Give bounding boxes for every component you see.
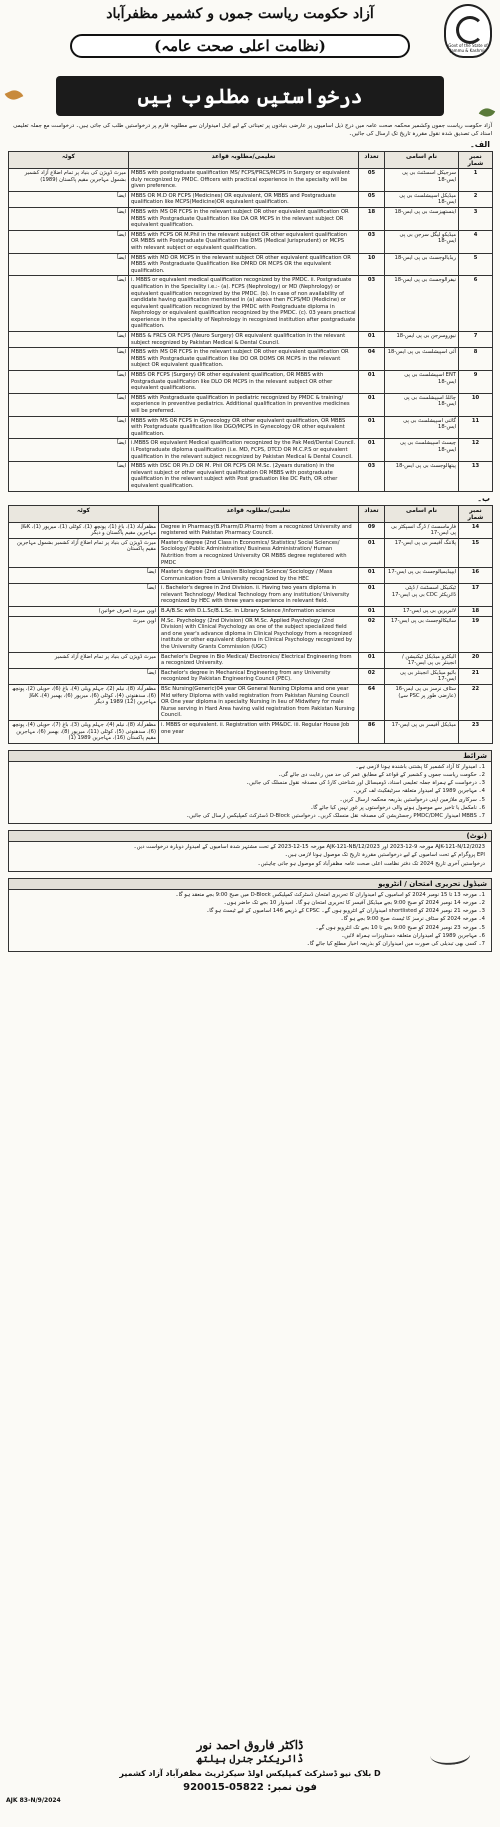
qualification-cell: M.Sc. Psychology (2nd Division) OR M.Sc. Applied Psychology (2nd Division) with Clinical Psychology as one of the subject specialized field and one year's advance diploma in Clinical Psychology from a recognized institute or other equivalent diploma in Clinical Psychology recognized by the University Grants Commission (UGC) <box>159 616 359 652</box>
list-item: درخواستیں آخری تاریخ 2024 تک دفتر نظامت اعلی صحت عامہ مظفرآباد کو موصول ہو جانی چاہئیں۔ <box>257 860 485 867</box>
header-title: آزاد حکومت ریاست جموں و کشمیر مظفرآباد <box>106 6 374 22</box>
quota-cell: ایضاً <box>9 207 129 230</box>
table-header-row <box>9 152 493 169</box>
section-a-table <box>8 151 493 492</box>
post-cell: گائنی اسپیشلسٹ بی پی ایس-18 <box>385 416 459 439</box>
quota-cell: میرٹ ڈویژن کی بنیاد پر تمام اضلاع آزاد کشمیر بشمول مہاجرین مقیم پاکستان (1989) <box>9 169 129 192</box>
signatory-designation: ڈائریکٹر جنرل ہیلتھ <box>196 1754 304 1765</box>
table-row <box>9 393 493 416</box>
table-row <box>9 462 493 491</box>
post-cell: میڈیکل اسپیشلسٹ بی پی ایس-18 <box>385 191 459 207</box>
qty-cell: 01 <box>359 439 385 462</box>
qty-cell: 01 <box>359 568 385 584</box>
col-header-qualification: تعلیمی/مطلوبہ قواعد <box>129 152 359 169</box>
quota-cell: مظفرآباد (8)، نیلم (2)، جہلم ویلی (4)، باغ (6)، حویلی (2)، پونچھ (6)، سدھنوتی (4)، کوٹلی (6)، میرپور (6)، بھمبر (4)، J&K مہاجرین (12) 1989 و دیگر <box>9 685 159 721</box>
post-cell: ریڈیالوجسٹ بی پی ایس-18 <box>385 253 459 276</box>
post-cell: چائلڈ اسپیشلسٹ بی پی ایس-18 <box>385 393 459 416</box>
list-item: AJK-121-N/12/2023 مورخہ 9-12-2023 اور AJK-121-NB/12/2023 مورخہ 15-12-2023 کے تحت مشتہر شدہ اسامیوں کے امیدوار دوبارہ درخواست دیں۔ <box>133 844 485 851</box>
quota-cell: میرٹ ڈویژن کی بنیاد پر تمام اضلاع آزاد کشمیر بشمول مہاجرین مقیم پاکستان <box>9 538 159 567</box>
header <box>0 0 500 70</box>
qualification-cell: i.MBBS OR equivalent Medical qualification recognized by the Pak Med/Dental Council. ii.Postgraduate diploma qualification (i.e. MD, FCPS, DTCD OR M.C.P.S or equivalent qualification in the relevant subject recognized by Pakistan Medical & Dental Council. <box>129 439 359 462</box>
office-phone: فون نمبر: 05822-920015 <box>183 1782 317 1793</box>
quota-cell: اوپن میرٹ <box>9 616 159 652</box>
serial-cell: 7 <box>459 332 493 348</box>
qualification-cell: MBBS with Postgraduate qualification in pediatric recognized by PMDC & training/ experience in preventive pediatrics. Additional qualification in preventive medicines will be preferred. <box>129 393 359 416</box>
qualification-cell: MBBS OR FCPS (Surgery) OR other equivalent qualification, OR MBBS with Postgraduate qualification like DLO OR MCPS in the relevant subject OR other equivalent qualifications. <box>129 371 359 394</box>
qualification-cell: i. Bachelor's degree in 2nd Division. ii. Having two years diploma in relevant Technology/ Medical Technology from any institution/ University recognized by HEC with three years experience in relevant field. <box>159 584 359 607</box>
list-item: 6۔ نامکمل یا تاخیر سے موصول ہونے والی درخواستوں پر غور نہیں کیا جائے گا۔ <box>310 804 485 811</box>
post-cell: بائیو میڈیکل انجینئر بی پی ایس-17 <box>385 668 459 684</box>
col-header-serial: نمبر شمار <box>459 152 493 169</box>
qty-cell: 09 <box>359 522 385 538</box>
section-a-title: الف۔ <box>470 140 490 149</box>
quota-cell: ایضاً <box>9 439 129 462</box>
serial-cell: 17 <box>459 584 493 607</box>
qty-cell: 03 <box>359 462 385 491</box>
schedule-heading: شیڈول تحریری امتحان / انٹرویو <box>8 878 492 890</box>
headline-text: درخواستیں مطلوب ہیں <box>137 84 363 108</box>
table-row <box>9 371 493 394</box>
quota-cell: مظفرآباد (1)، باغ (1)، پونچھ (1)، کوٹلی (1)، میرپور (1)، J&K مہاجرین مقیم پاکستان و دیگر <box>9 522 159 538</box>
quota-cell: میرٹ ڈویژن کی بنیاد پر تمام اضلاع آزاد کشمیر <box>9 652 159 668</box>
post-cell: سٹاف نرسز بی پی ایس-16 (عارضی طور پر PSC سے) <box>385 685 459 721</box>
qualification-cell: MBBS with postgraduate qualification MS/ FCPS/FRCS/MCPS in Surgery or equivalent duly recognized by PMDC. Officers with practical experience in the specialty will be given preference. <box>129 169 359 192</box>
list-item: 4۔ مورخہ 2024 کو سٹاف نرسز کا ٹیسٹ صبح 9:00 بجے ہو گا۔ <box>340 916 485 923</box>
govt-seal-logo <box>444 4 492 58</box>
post-cell: سرجیکل اسسٹنٹ بی پی ایس-18 <box>385 169 459 192</box>
serial-cell: 3 <box>459 207 493 230</box>
serial-cell: 11 <box>459 416 493 439</box>
list-item: 2۔ مورخہ 14 نومبر 2024 کو صبح 9:00 بجے میڈیکل آفیسر کا تحریری امتحان ہو گا۔ امیدوار 10 بجے تک حاضر ہوں۔ <box>223 899 485 906</box>
serial-cell: 2 <box>459 191 493 207</box>
qualification-cell: BSc Nursing(Generic)04 year OR General Nursing Diploma and one year Mid wifery Diploma with valid registration from Pakistan Nursing Council OR One year diploma in specialty Nursing in lieu of Midwifery for male Nurse serving in Hard Area having valid registration from Pakistan Nursing Council. <box>159 685 359 721</box>
table-header-row <box>9 505 493 522</box>
table-row <box>9 584 493 607</box>
list-item: 4۔ مہاجرین 1989 کے امیدوار متعلقہ سرٹیفکیٹ لف کریں۔ <box>352 788 485 795</box>
qty-cell: 86 <box>359 720 385 743</box>
quota-cell: ایضاً <box>9 348 129 371</box>
list-item: 3۔ درخواست کے ہمراہ جملہ تعلیمی اسناد، ڈومیسائل اور شناختی کارڈ کی مصدقہ نقول منسلک کی جائیں۔ <box>246 780 485 787</box>
post-cell: سائیکالوجسٹ بی پی ایس-17 <box>385 616 459 652</box>
serial-cell: 20 <box>459 652 493 668</box>
table-row <box>9 616 493 652</box>
serial-cell: 8 <box>459 348 493 371</box>
qty-cell: 01 <box>359 332 385 348</box>
table-row <box>9 230 493 253</box>
headline-banner <box>56 76 444 116</box>
qualification-cell: MBBS with MS OR FCPS in Gynecology OR other equivalent qualification, OR MBBS with Postgraduate qualification like DGO/MCPS in Gynecology OR other equivalent qualification. <box>129 416 359 439</box>
quota-cell: ایضاً <box>9 668 159 684</box>
post-cell: چیسٹ اسپیشلسٹ بی پی ایس-18 <box>385 439 459 462</box>
col-header-qty: تعداد <box>359 152 385 169</box>
post-cell: پلاننگ آفیسر بی پی ایس-17 <box>385 538 459 567</box>
qualification-cell: MBBS OR M.D OR FCPS (Medicines) OR equivalent, OR MBBS and Postgraduate qualification like MCPS(Medicine)OR equivalent qualification. <box>129 191 359 207</box>
logo-text: Govt of the State of Jammu & Kashmir <box>448 43 488 53</box>
qty-cell: 02 <box>359 616 385 652</box>
list-item: 5۔ مورخہ 23 نومبر 2024 کو صبح 9:00 بجے تا 10 بجے تک انٹرویو ہوں گے۔ <box>315 924 485 931</box>
qualification-cell: i. MBBS or equivalent medical qualification recognized by the PMDC. ii. Postgraduate qualification in the Speciality i.e.:- (a). FCPS (Nephrology) or MD (Nephrology) or equivalent qualification recognized by the PMDC. (b). In case of non availability of candidate having qualification mentioned in (a) above then FCPS/MD (Medicine) or equivalent qualification recognized by the PMDC with Postgraduate diploma in Nephrology or equivalent qualification recognized by the PMDC. (c). 03 years practical experience in the speciality of Nephrology in recognized institution after postgraduate qualification. <box>129 276 359 332</box>
table-row <box>9 439 493 462</box>
list-item: 2۔ حکومت ریاست جموں و کشمیر کے قواعد کے مطابق عمر کی حد میں رعایت دی جائے گی۔ <box>278 771 485 778</box>
list-item: 5۔ سرکاری ملازمین اپنی درخواستیں بذریعہ محکمہ ارسال کریں۔ <box>339 796 485 803</box>
section-b-title: ب۔ <box>477 493 490 503</box>
quota-cell: مظفرآباد (8)، نیلم (4)، جہلم ویلی (3)، باغ (7)، حویلی (4)، پونچھ (6)، سدھنوتی (5)، کوٹلی (11)، میرپور (8)، بھمبر (6)، مہاجرین مقیم پاکستان (16)، مہاجرین 1989 (1) <box>9 720 159 743</box>
serial-cell: 19 <box>459 616 493 652</box>
qty-cell: 01 <box>359 416 385 439</box>
col-header-post: نام اسامی <box>385 152 459 169</box>
table-row <box>9 522 493 538</box>
serial-cell: 14 <box>459 522 493 538</box>
qty-cell: 01 <box>359 538 385 567</box>
signatory-name: ڈاکٹر فاروق احمد نور <box>196 1738 304 1752</box>
list-item: 6۔ مہاجرین 1989 کے امیدواران متعلقہ دستاویزات ہمراہ لائیں۔ <box>341 932 485 939</box>
qty-cell: 01 <box>359 371 385 394</box>
serial-cell: 16 <box>459 568 493 584</box>
quota-cell: ایضاً <box>9 568 159 584</box>
quota-cell: ایضاً <box>9 371 129 394</box>
table-row <box>9 685 493 721</box>
post-cell: ENT اسپیشلسٹ بی پی ایس-18 <box>385 371 459 394</box>
qty-cell: 04 <box>359 348 385 371</box>
post-cell: نیوروسرجن بی پی ایس-18 <box>385 332 459 348</box>
serial-cell: 1 <box>459 169 493 192</box>
post-cell: ٹیکنیکل اسسٹنٹ / ڈپٹی ڈائریکٹر CDC بی پی ایس-17 <box>385 584 459 607</box>
list-item: 7۔ MBBS امیدوار PMDC/DMC رجسٹریشن کی مصدقہ نقل منسلک کریں۔ درخواستیں D-Block ڈسٹرکٹ کمپلیکس ارسال کی جائیں۔ <box>186 812 485 819</box>
table-row <box>9 169 493 192</box>
table-row <box>9 538 493 567</box>
office-address: D بلاک نیو ڈسٹرکٹ کمپلیکس اولڈ سیکرٹریٹ مظفرآباد آزاد کشمیر <box>119 1769 381 1778</box>
qty-cell: 05 <box>359 191 385 207</box>
qualification-cell: MBBS with MD OR MCPS in the relevant subject OR other equivalent qualification OR MBBS with Postgraduate Qualification like DMRD OR MCPS OR the equivalent qualification. <box>129 253 359 276</box>
serial-cell: 18 <box>459 607 493 617</box>
post-cell: اینستھیزسٹ بی پی ایس-18 <box>385 207 459 230</box>
quota-cell: ایضاً <box>9 332 129 348</box>
serial-cell: 21 <box>459 668 493 684</box>
quota-cell: ایضاً <box>9 253 129 276</box>
serial-cell: 22 <box>459 685 493 721</box>
qty-cell: 01 <box>359 652 385 668</box>
qty-cell: 03 <box>359 230 385 253</box>
serial-cell: 5 <box>459 253 493 276</box>
qualification-cell: MBBS with MS OR FCPS in the relevant subject OR other equivalent qualification OR MBBS with Postgraduate qualification like DO OR DOMS OR MCPS in the relevant subject OR equivalent qualification. <box>129 348 359 371</box>
qualification-cell: i. MBBS or equivalent. ii. Registration with PM&DC. iii. Regular House Job one year <box>159 720 359 743</box>
decorative-leaf-icon <box>5 87 24 103</box>
reference-number: AJK 83-N/9/2024 <box>6 1797 61 1804</box>
post-cell: ایپیڈیمیالوجسٹ بی پی ایس-17 <box>385 568 459 584</box>
qty-cell: 64 <box>359 685 385 721</box>
decorative-leaf-icon <box>479 105 495 119</box>
qualification-cell: Bachelor's degree in Mechanical Engineering from any University recognized by Pakistan Engineering Council (PEC). <box>159 668 359 684</box>
table-row <box>9 276 493 332</box>
post-cell: پیتھالوجسٹ بی پی ایس-18 <box>385 462 459 491</box>
serial-cell: 4 <box>459 230 493 253</box>
quota-cell: ایضاً <box>9 393 129 416</box>
section-b-table <box>8 505 493 744</box>
quota-cell: ایضاً <box>9 191 129 207</box>
table-row <box>9 568 493 584</box>
qualification-cell: MBBS with MS OR FCPS in the relevant subject OR other equivalent qualification OR MBBS with Postgraduate Qualification like DA OR MCPS in the relevant subject OR equivalent qualification. <box>129 207 359 230</box>
qty-cell: 05 <box>359 169 385 192</box>
post-cell: میڈیکل آفیسر بی پی ایس-17 <box>385 720 459 743</box>
list-item: EPI پروگرام کے تحت اسامیوں کے لیے درخواستیں مقررہ تاریخ تک موصول ہونا لازمی ہیں۔ <box>284 852 485 859</box>
post-cell: فارماسسٹ / ڈرگ انسپکٹر بی پی ایس-17 <box>385 522 459 538</box>
table-row <box>9 652 493 668</box>
table-row <box>9 668 493 684</box>
serial-cell: 12 <box>459 439 493 462</box>
header-subtitle: (نظامت اعلی صحت عامہ) <box>70 34 410 58</box>
table-row <box>9 332 493 348</box>
table-row <box>9 720 493 743</box>
post-cell: آئی اسپیشلسٹ بی پی ایس-18 <box>385 348 459 371</box>
conditions-heading: شرائط <box>8 750 492 762</box>
quota-cell: ایضاً <box>9 462 129 491</box>
table-row <box>9 607 493 617</box>
col-header-qualification: تعلیمی/مطلوبہ قواعد <box>159 505 359 522</box>
qty-cell: 01 <box>359 584 385 607</box>
table-row <box>9 348 493 371</box>
col-header-quota: کوٹہ <box>9 505 159 522</box>
qty-cell: 10 <box>359 253 385 276</box>
col-header-qty: تعداد <box>359 505 385 522</box>
serial-cell: 13 <box>459 462 493 491</box>
qty-cell: 02 <box>359 668 385 684</box>
schedule-list <box>8 890 492 952</box>
qualification-cell: MBBS with DSC OR Ph.D OR M. Phil OR FCPS OR M.Sc. (2years duration) in the relevant subject or other equivalent qualification OR MBBS with postgraduate qualification in the relevant subject with Post graduation like DC Path, OR other equivalent qualification. <box>129 462 359 491</box>
col-header-serial: نمبر شمار <box>459 505 493 522</box>
col-header-post: نام اسامی <box>385 505 459 522</box>
quota-cell: ایضاً <box>9 584 159 607</box>
serial-cell: 6 <box>459 276 493 332</box>
list-item: 3۔ مورخہ 21 نومبر 2024 کو shortlisted امیدواران کے انٹرویو ہوں گے۔ CPSC کے ذریعے 146 اسامیوں کے لیے ٹیسٹ ہو گا۔ <box>206 908 485 915</box>
post-cell: میڈیکو لیگل سرجن بی پی ایس-18 <box>385 230 459 253</box>
list-item: 7۔ کسی بھی تبدیلی کی صورت میں امیدواران کو بذریعہ اخبار مطلع کیا جائے گا۔ <box>306 941 485 947</box>
list-item: 1۔ مورخہ 13 تا 15 نومبر 2024 کو اسامیوں کے امیدواران کا تحریری امتحان ڈسٹرکٹ کمپلیکس D-Block میں صبح 9:00 بجے منعقد ہو گا۔ <box>175 891 485 898</box>
qualification-cell: Master's degree (2nd Class in Economics/ Statistics/ Social Sciences/ Sociology/ Public Administration/ Business Administration/ Human Nutrition from a recognized University OR MBBS degree registered with PMDC <box>159 538 359 567</box>
serial-cell: 23 <box>459 720 493 743</box>
quota-cell: ایضاً <box>9 230 129 253</box>
notes-list <box>8 842 492 872</box>
qty-cell: 01 <box>359 607 385 617</box>
post-cell: نیفرالوجسٹ بی پی ایس-18 <box>385 276 459 332</box>
qualification-cell: Degree in Pharmacy(B.Pharm/D.Pharm) from a recognized University and registered with Pakistan Pharmacy Council. <box>159 522 359 538</box>
qualification-cell: B.A/B.Sc with D.L.Sc/B.L.Sc. in Library Science /information science <box>159 607 359 617</box>
qty-cell: 18 <box>359 207 385 230</box>
table-row <box>9 253 493 276</box>
intro-paragraph: آزاد حکومت ریاست جموں وکشمیر محکمہ صحت عامہ میں درج ذیل اسامیوں پر عارضی بنیادوں پر تعیناتی کے لیے اہل امیدواران سے مطلوبہ فارم پر درخواستیں طلب کی جاتی ہیں۔ درخواست مع جملہ تعلیمی اسناد کی تصدیق شدہ نقول مقررہ تاریخ تک ارسال کی جائیں۔ <box>13 123 492 137</box>
quota-cell: ایضاً <box>9 416 129 439</box>
qualification-cell: Bachelor's Degree in Bio Medical/ Electronics/ Electrical Engineering from a recognized University. <box>159 652 359 668</box>
qty-cell: 03 <box>359 276 385 332</box>
qualification-cell: MBBS & FRCS OR FCPS (Neuro Surgery) OR equivalent qualification in the relevant subject recognized by Pakistan Medical & Dental Council. <box>129 332 359 348</box>
serial-cell: 9 <box>459 371 493 394</box>
table-row <box>9 207 493 230</box>
table-row <box>9 191 493 207</box>
list-item: 1۔ امیدوار کا آزاد کشمیر کا پشتنی باشندہ ہونا لازمی ہے۔ <box>355 763 485 770</box>
serial-cell: 10 <box>459 393 493 416</box>
quota-cell: ایضاً <box>9 276 129 332</box>
quota-cell: اوپن میرٹ (صرف خواتین) <box>9 607 159 617</box>
signature-block <box>0 1738 500 1793</box>
qualification-cell: MBBS with FCPS OR M.Phil in the relevant subject OR other equivalent qualification OR MBBS with Postgraduate Qualification like DMS (Medical Jurisprudent) or MCPS with relevant subject or equivalent qualification. <box>129 230 359 253</box>
post-cell: الیکٹرو میڈیکل ٹیکنیشن / انجینئر بی پی ایس-17 <box>385 652 459 668</box>
serial-cell: 15 <box>459 538 493 567</box>
notes-heading: (نوٹ) <box>8 830 492 842</box>
qty-cell: 01 <box>359 393 385 416</box>
post-cell: لائبریرین بی پی ایس-17 <box>385 607 459 617</box>
col-header-quota: کوٹہ <box>9 152 129 169</box>
table-row <box>9 416 493 439</box>
qualification-cell: Master's degree (2nd class)in Biological Science/ Sociology / Mass Communication from a University recognized by the HEC <box>159 568 359 584</box>
conditions-list <box>8 762 492 824</box>
